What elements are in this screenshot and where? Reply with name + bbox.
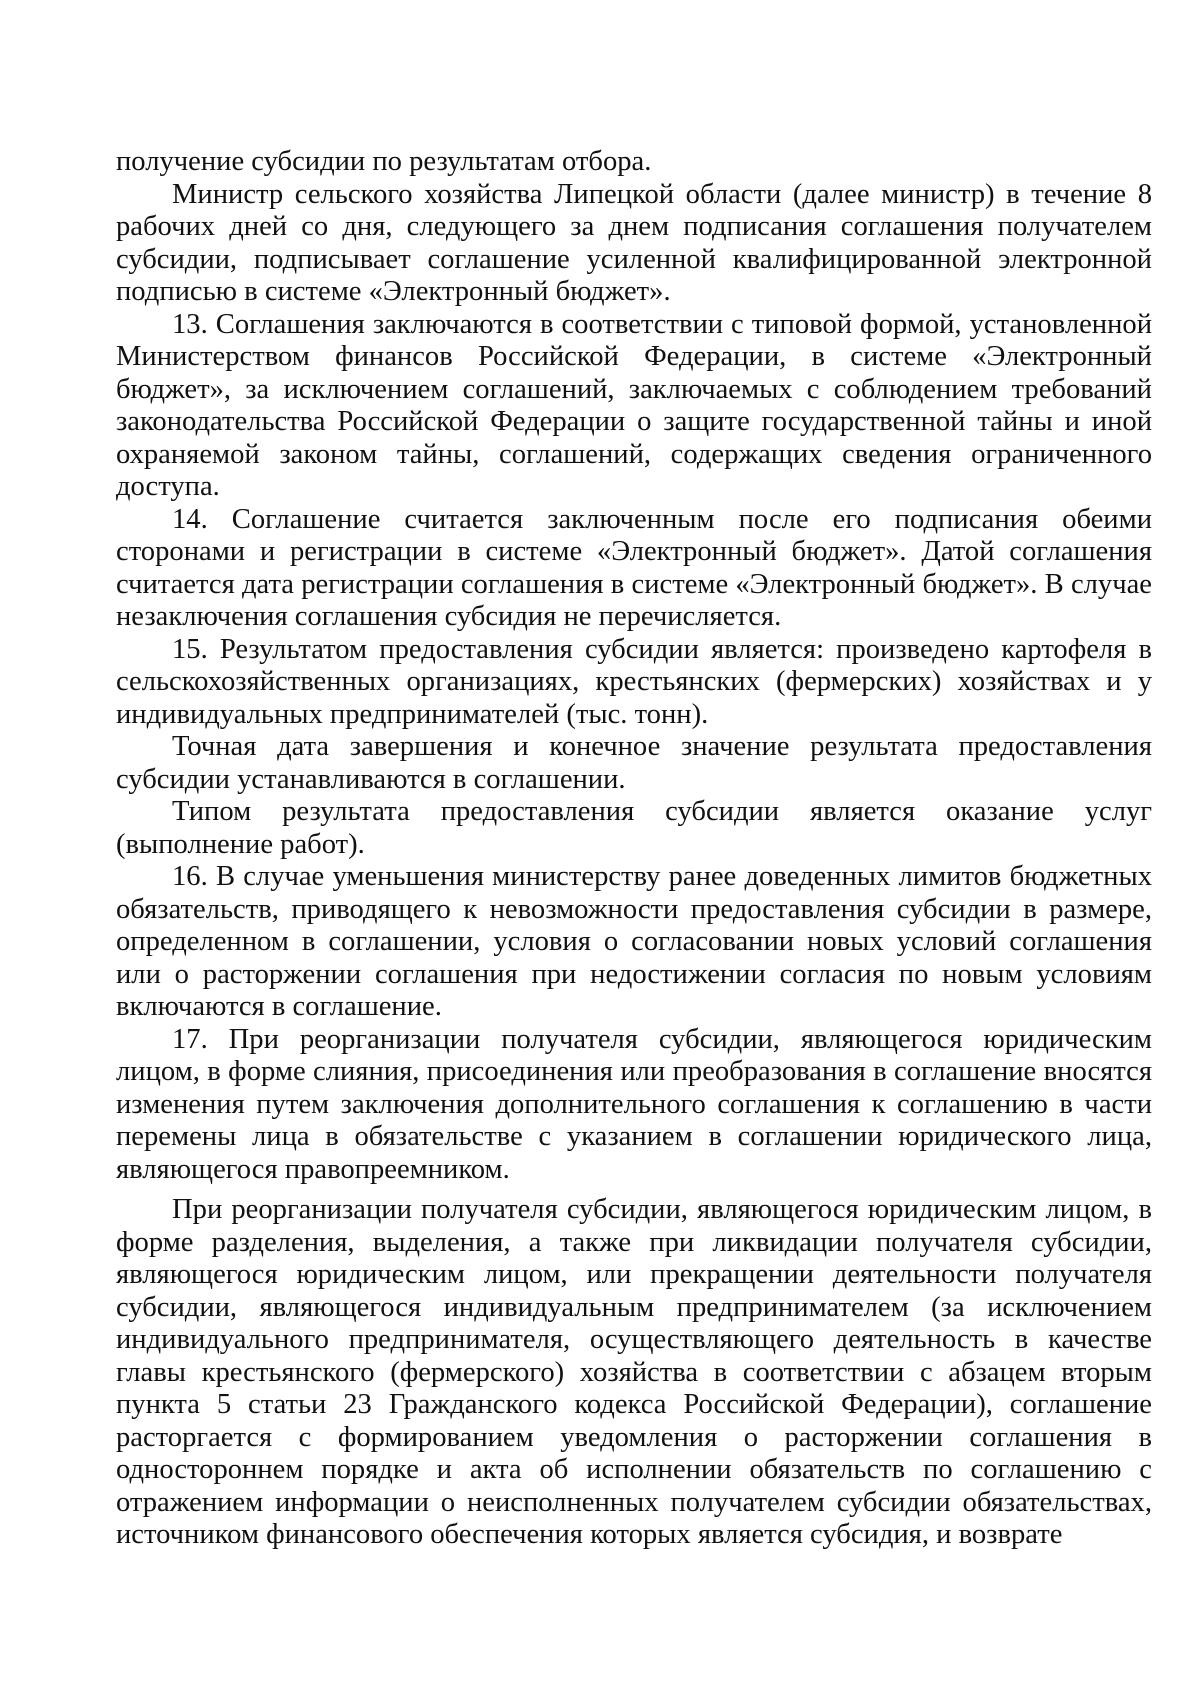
paragraph-result-date: Точная дата завершения и конечное значение результата предоставления субсидии устанавливаются в соглашении.	[116, 731, 1152, 795]
paragraph-result-type: Типом результата предоставления субсидии является оказание услуг (выполнение работ).	[116, 796, 1152, 860]
document-page	[116, 146, 1152, 1552]
paragraph-item-14: 14. Соглашение считается заключенным после его подписания обеими сторонами и регистрации в системе «Электронный бюджет». Датой соглашения считается дата регистрации соглашения в системе «Электронный бюджет». В случае незаключения соглашения субсидия не перечисляется.	[116, 503, 1152, 632]
paragraph-item-13: 13. Соглашения заключаются в соответствии с типовой формой, установленной Министерством финансов Российской Федерации, в системе «Электронный бюджет», за исключением соглашений, заключаемых с соблюдением требований законодательства Российской Федерации о защите государственной тайны и иной охраняемой законом тайны, соглашений, содержащих сведения ограниченного доступа.	[116, 308, 1152, 502]
paragraph-minister-signing: Министр сельского хозяйства Липецкой области (далее министр) в течение 8 рабочих дней со дня, следующего за днем подписания соглашения получателем субсидии, подписывает соглашение усиленной квалифицированной электронной подписью в системе «Электронный бюджет».	[116, 178, 1152, 307]
paragraph-continuation: получение субсидии по результатам отбора.	[116, 146, 652, 177]
paragraph-item-16: 16. В случае уменьшения министерству ранее доведенных лимитов бюджетных обязательств, приводящего к невозможности предоставления субсидии в размере, определенном в соглашении, условия о согласовании новых условий соглашения или о расторжении соглашения при недостижении согласия по новым условиям включаются в соглашение.	[116, 861, 1152, 1022]
paragraph-item-15: 15. Результатом предоставления субсидии является: произведено картофеля в сельскохозяйственных организациях, крестьянских (фермерских) хозяйствах и у индивидуальных предпринимателей (тыс. тонн).	[116, 633, 1152, 730]
paragraph-reorganization: При реорганизации получателя субсидии, являющегося юридическим лицом, в форме разделения, выделения, а также при ликвидации получателя субсидии, являющегося юридическим лицом, или прекращении деятельности получателя субсидии, являющегося индивидуальным предпринимателем (за исключением индивидуального предпринимателя, осуществляющего деятельность в качестве главы крестьянского (фермерского) хозяйства в соответствии с абзацем вторым пункта 5 статьи 23 Гражданского кодекса Российской Федерации), соглашение расторгается с формированием уведомления о расторжении соглашения в одностороннем порядке и акта об исполнении обязательств по соглашению с отражением информации о неисполненных получателем субсидии обязательствах, источником финансового обеспечения которых является субсидия, и возврате	[116, 1194, 1152, 1550]
paragraph-item-17: 17. При реорганизации получателя субсидии, являющегося юридическим лицом, в форме слияния, присоединения или преобразования в соглашение вносятся изменения путем заключения дополнительного соглашения к соглашению в части перемены лица в обязательстве с указанием в соглашении юридического лица, являющегося правопреемником.	[116, 1023, 1152, 1185]
